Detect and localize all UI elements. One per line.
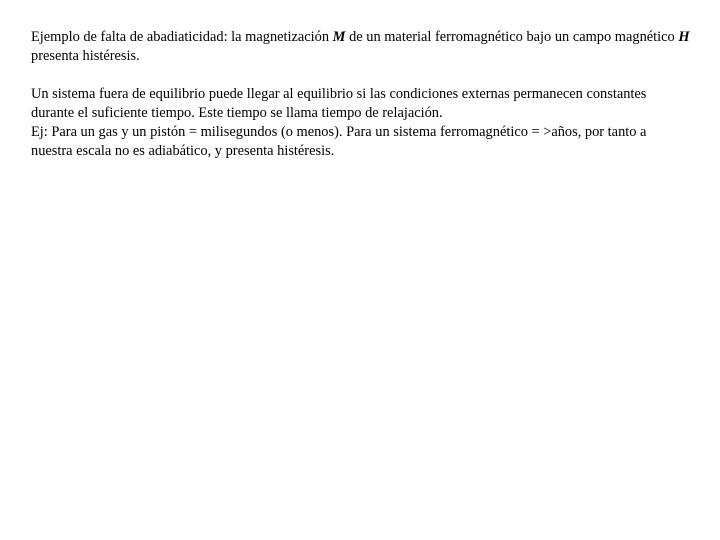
paragraph-text-part: de un material ferromagnético bajo un campo magnético — [345, 29, 679, 45]
magnetic-field-symbol: H — [678, 29, 690, 45]
example-paragraph: Ej: Para un gas y un pistón = milisegundos (o menos). Para un sistema ferromagnético = >años, por tanto a nuestra escala no es adiabático, y presenta histéresis. — [31, 124, 647, 159]
paragraph-spacer — [31, 66, 691, 85]
paragraph-text-part: presenta histéresis. — [31, 48, 140, 64]
hysteresis-example-paragraph — [31, 28, 691, 66]
paragraph-text-part: Ejemplo de falta de abadiaticidad: la magnetización — [31, 29, 333, 45]
magnetization-symbol: M — [332, 29, 346, 45]
slide-content — [31, 28, 691, 161]
relaxation-time-paragraph: Un sistema fuera de equilibrio puede llegar al equilibrio si las condiciones externas permanecen constantes durante el suficiente tiempo. Este tiempo se llama tiempo de relajación. — [31, 86, 647, 121]
